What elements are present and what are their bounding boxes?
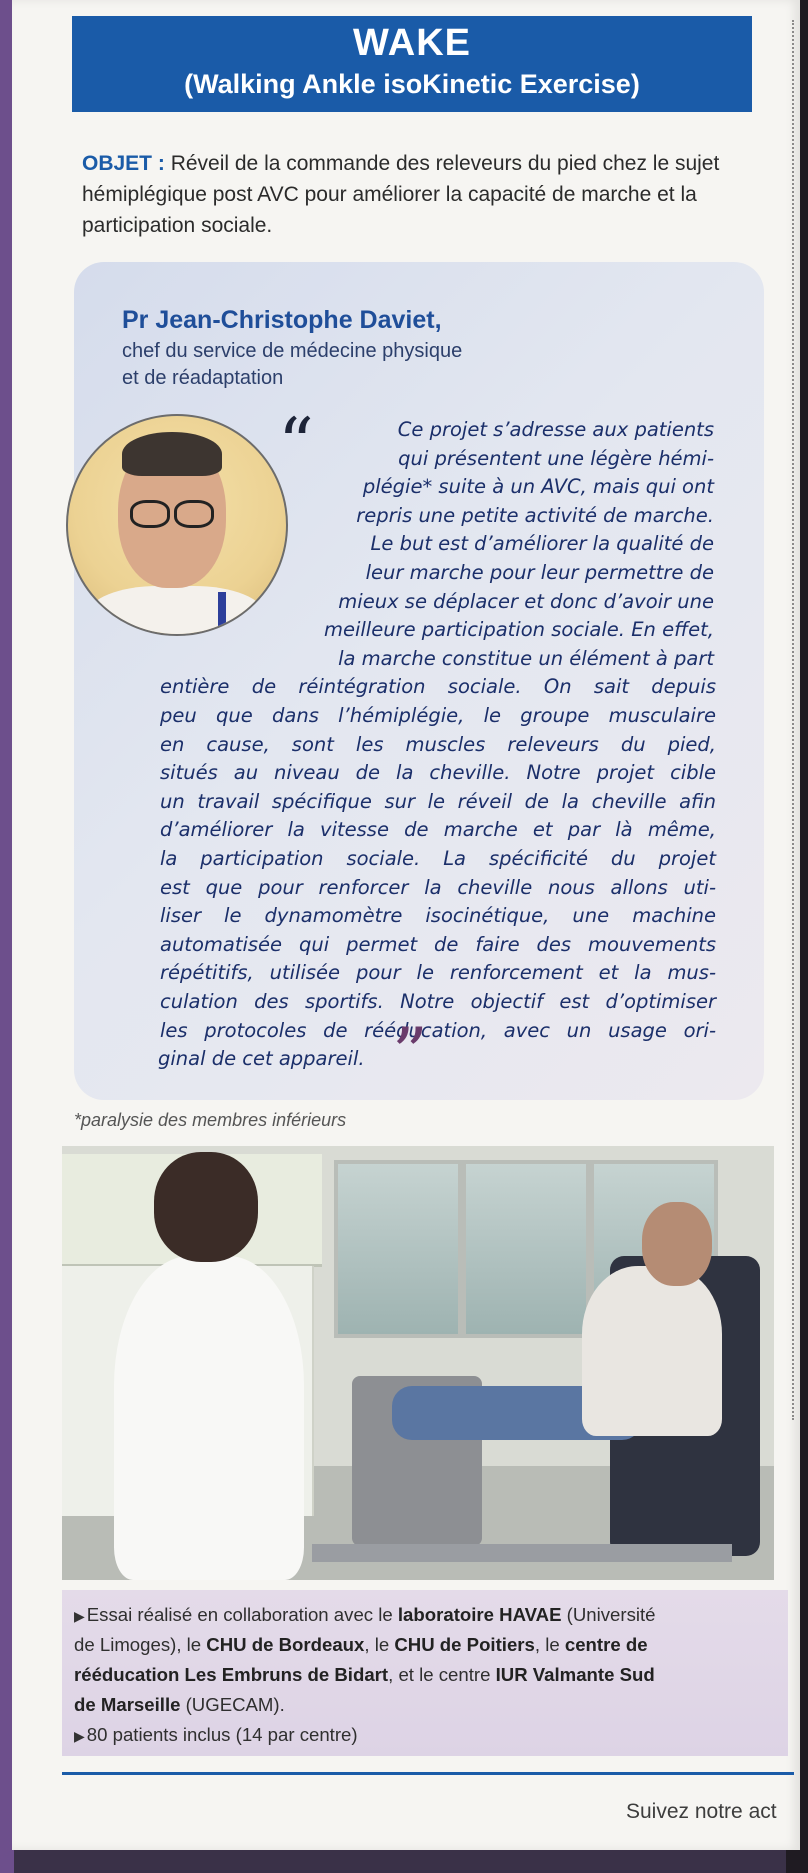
objective-paragraph xyxy=(82,148,762,241)
footnote: *paralysie des membres inférieurs xyxy=(74,1110,347,1130)
page-subtitle: (Walking Ankle isoKinetic Exercise) xyxy=(184,69,640,99)
quote-line: qui présentent une légère hémi- xyxy=(398,446,714,470)
portrait-glasses xyxy=(130,500,214,522)
info-line: rééducation Les Embruns de Bidart, et le centre IUR Valmante Sud xyxy=(74,1664,655,1685)
quote-line: un travail spécifique sur le réveil de la cheville afin xyxy=(160,789,716,813)
quote-line: situés au niveau de la cheville. Notre projet cible xyxy=(160,761,716,785)
bullet-triangle-icon: ▶ xyxy=(74,1608,85,1624)
objective-label: OBJET : xyxy=(82,152,165,175)
quote-line: est que pour renforcer la cheville nous allons uti- xyxy=(160,875,716,899)
quote-line: automatisée qui permet de faire des mouvements xyxy=(160,932,716,956)
quote-line: Ce projet s’adresse aux patients xyxy=(397,418,714,441)
bullet-triangle-icon: ▶ xyxy=(74,1728,85,1744)
quote-line: Le but est d’améliorer la qualité de xyxy=(370,532,714,556)
quote-line: meilleure participation sociale. En effet, xyxy=(323,618,714,642)
divider-rule xyxy=(62,1772,794,1775)
quote-line: les protocoles de rééducation, avec un usage ori- xyxy=(160,1018,716,1042)
info-line: ▶ 80 patients inclus (14 par centre) xyxy=(74,1724,358,1745)
author-name: Pr Jean-Christophe Daviet, xyxy=(122,306,442,334)
footer-text: Suivez notre act xyxy=(626,1800,777,1823)
author-role-line: et de réadaptation xyxy=(122,367,284,389)
close-quote-icon: ” xyxy=(392,1013,428,1095)
portrait-lanyard xyxy=(218,592,226,636)
quote-line: entière de réintégration sociale. On sait depuis xyxy=(160,675,716,699)
quote-line: ginal de cet appareil. xyxy=(158,1047,365,1071)
quote-line: la marche constitue un élément à part xyxy=(338,646,714,670)
objective-text: Réveil de la commande des releveurs du pied chez le sujet hémiplégique post AVC pour améliorer la capacité de marche et la participation sociale. xyxy=(82,152,720,237)
quote-line: plégie* suite à un AVC, mais qui ont xyxy=(362,475,714,499)
quote-line: leur marche pour leur permettre de xyxy=(365,561,714,584)
quote-line: la participation sociale. La spécificité du projet xyxy=(160,847,716,870)
author-role xyxy=(122,338,582,392)
title-banner xyxy=(72,16,752,112)
quote-line: mieux se déplacer et donc d’avoir une xyxy=(338,589,714,613)
author-role-line: chef du service de médecine physique xyxy=(122,340,463,362)
info-line: de Limoges), le CHU de Bordeaux, le CHU de Poitiers, le centre de xyxy=(74,1634,648,1655)
quote-line: repris une petite activité de marche. xyxy=(356,503,714,527)
quote-line: d’améliorer la vitesse de marche et par là même, xyxy=(160,818,716,842)
rehab-session-photo xyxy=(62,1146,774,1580)
portrait-hair xyxy=(122,432,222,476)
quote-line: liser le dynamomètre isocinétique, une machine xyxy=(160,904,716,928)
quote-line: répétitifs, utilisée pour le renforcement et la mus- xyxy=(160,961,716,985)
quote-line: peu que dans l’hémiplégie, le groupe musculaire xyxy=(160,704,716,727)
portrait-shirt xyxy=(88,586,264,636)
page-title: WAKE xyxy=(353,22,471,64)
open-quote-icon: “ xyxy=(278,403,314,485)
info-line: de Marseille (UGECAM). xyxy=(74,1694,285,1715)
quote-line: culation des sportifs. Notre objectif est d’optimiser xyxy=(160,990,716,1013)
perforation-line xyxy=(792,20,794,1420)
quote-line: en cause, sont les muscles releveurs du pied, xyxy=(160,732,716,756)
author-portrait xyxy=(66,414,288,636)
info-line: ▶ Essai réalisé en collaboration avec le laboratoire HAVAE (Université xyxy=(74,1604,656,1625)
